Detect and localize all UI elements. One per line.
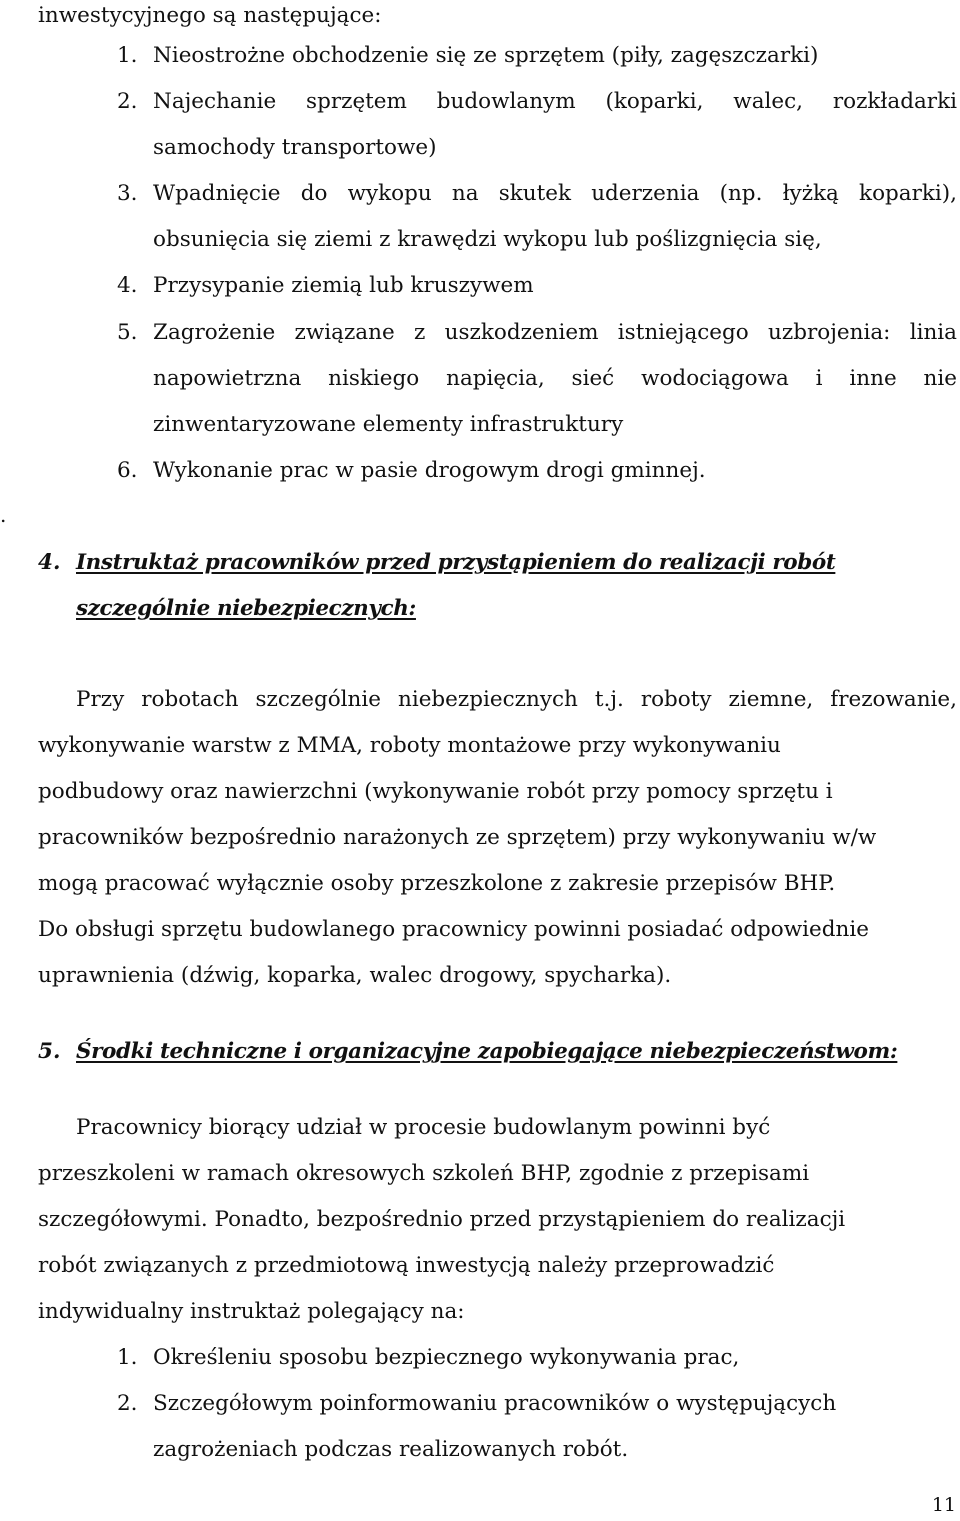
paragraph-line: wykonywanie warstw z MMA, roboty montażowe przy wykonywaniu [38, 733, 781, 758]
list-item-text: Nieostrożne obchodzenie się ze sprzętem (piły, zagęszczarki) [153, 43, 819, 68]
paragraph-line: przeszkoleni w ramach okresowych szkoleń BHP, zgodnie z przepisami [38, 1161, 810, 1186]
paragraph-line: Pracownicy biorący udział w procesie budowlanym powinni być [76, 1115, 771, 1140]
paragraph-line: uprawnienia (dźwig, koparka, walec drogowy, spycharka). [38, 963, 672, 988]
section-number: 4. [38, 550, 61, 575]
list-item-number: 4. [117, 273, 138, 298]
paragraph-line: szczegółowymi. Ponadto, bezpośrednio przed przystąpieniem do realizacji [38, 1207, 846, 1232]
list-item-text: Szczegółowym poinformowaniu pracowników o występujących [153, 1391, 837, 1416]
list-item-text: Najechanie sprzętem budowlanym (koparki, walec, rozkładarki [153, 89, 957, 114]
paragraph-line: indywidualny instruktaż polegający na: [38, 1299, 465, 1324]
list-item-text: zagrożeniach podczas realizowanych robót. [153, 1437, 629, 1462]
list-item-text: Przysypanie ziemią lub kruszywem [153, 273, 534, 298]
paragraph-line: pracowników bezpośrednio narażonych ze sprzętem) przy wykonywaniu w/w [38, 825, 877, 850]
list-item-number: 2. [117, 1391, 138, 1416]
paragraph-line: mogą pracować wyłącznie osoby przeszkolone z zakresie przepisów BHP. [38, 871, 836, 896]
section-title: szczególnie niebezpiecznych: [76, 596, 416, 621]
list-item-text: obsunięcia się ziemi z krawędzi wykopu lub poślizgnięcia się, [153, 227, 822, 252]
paragraph-line: robót związanych z przedmiotową inwestycją należy przeprowadzić [38, 1253, 775, 1278]
section-title: Instruktaż pracowników przed przystąpieniem do realizacji robót [76, 550, 836, 575]
list-item-text: Zagrożenie związane z uszkodzeniem istniejącego uzbrojenia: linia [153, 320, 957, 345]
list-item-number: 1. [117, 1345, 138, 1370]
list-item-text: samochody transportowe) [153, 135, 437, 160]
list-item-number: 2. [117, 89, 138, 114]
section-number: 5. [38, 1039, 61, 1064]
list-item-text: Określeniu sposobu bezpiecznego wykonywania prac, [153, 1345, 740, 1370]
paragraph-line: podbudowy oraz nawierzchni (wykonywanie robót przy pomocy sprzętu i [38, 779, 833, 804]
list-item-text: zinwentaryzowane elementy infrastruktury [153, 412, 624, 437]
list-item-number: 6. [117, 458, 138, 483]
stray-dot: . [0, 503, 7, 527]
paragraph-line: Przy robotach szczególnie niebezpiecznych t.j. roboty ziemne, frezowanie, [76, 687, 957, 712]
intro-line: inwestycyjnego są następujące: [38, 3, 382, 28]
list-item-number: 5. [117, 320, 138, 345]
list-item-number: 1. [117, 43, 138, 68]
paragraph-line: Do obsługi sprzętu budowlanego pracownicy powinni posiadać odpowiednie [38, 917, 869, 942]
section-title: Środki techniczne i organizacyjne zapobiegające niebezpieczeństwom: [76, 1039, 898, 1064]
list-item-number: 3. [117, 181, 138, 206]
list-item-text: Wpadnięcie do wykopu na skutek uderzenia (np. łyżką koparki), [153, 181, 957, 206]
page-number: 11 [931, 1494, 956, 1516]
list-item-text: Wykonanie prac w pasie drogowym drogi gminnej. [153, 458, 706, 483]
list-item-text: napowietrzna niskiego napięcia, sieć wodociągowa i inne nie [153, 366, 957, 391]
